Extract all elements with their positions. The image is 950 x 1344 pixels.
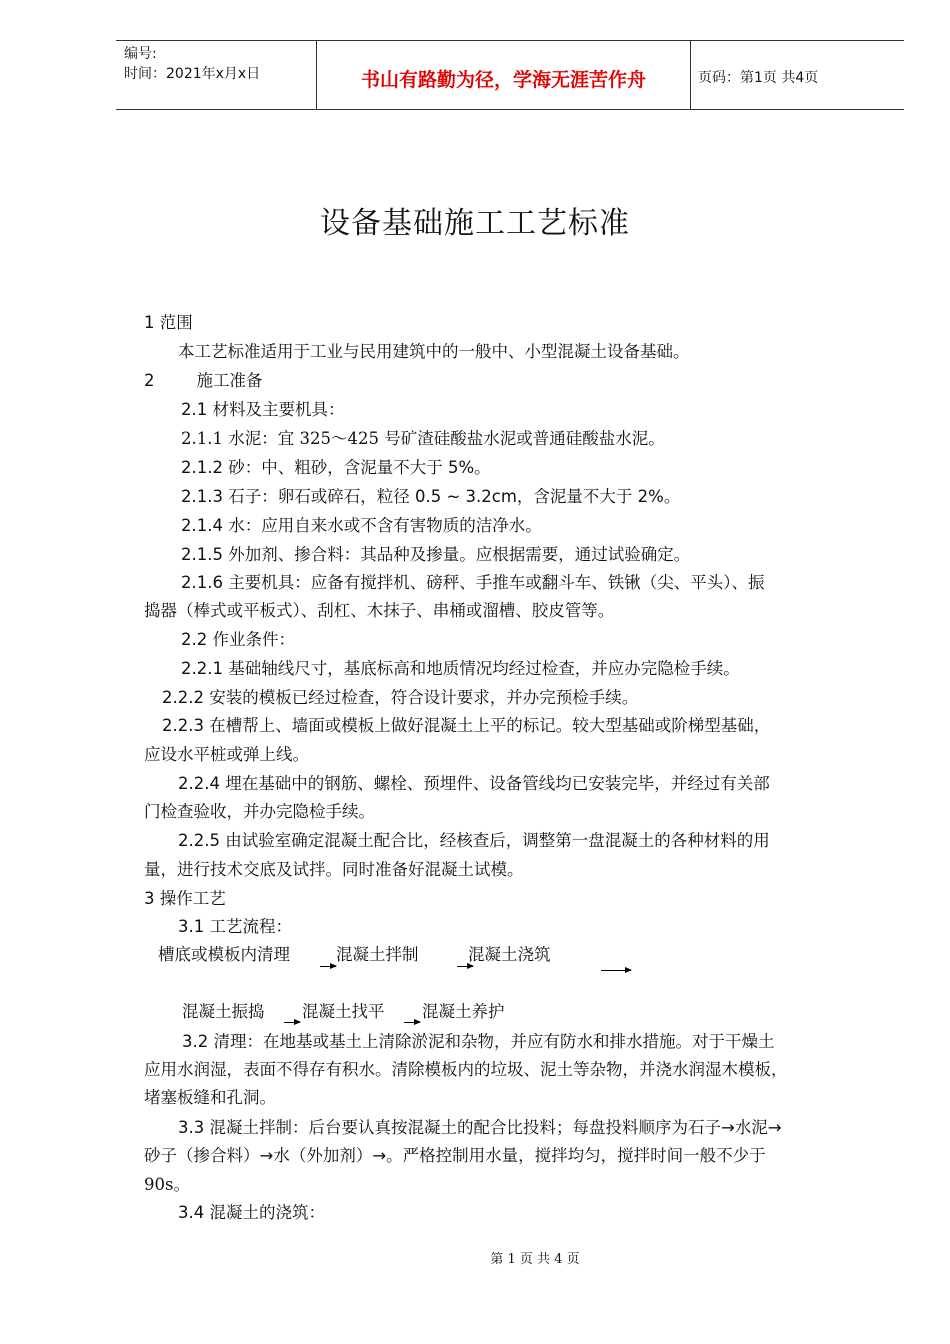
flow-arrow-icon — [601, 970, 631, 971]
paragraph-line: 堵塞板缝和孔洞。 — [144, 1088, 276, 1107]
paragraph-line: 2.2.3 在槽帮上、墙面或模板上做好混凝土上平的标记。较大型基础或阶梯型基础， — [162, 716, 771, 735]
paragraph-line: 2.2.5 由试验室确定混凝土配合比，经核查后，调整第一盘混凝土的各种材料的用 — [178, 831, 770, 850]
paragraph-line: 本工艺标准适用于工业与民用建筑中的一般中、小型混凝土设备基础。 — [178, 342, 690, 361]
paragraph-line: 3.2 清理：在地基或基土上清除淤泥和杂物，并应有防水和排水措施。对于干燥土 — [182, 1032, 775, 1051]
paragraph-line: 门检查验收，并办完隐检手续。 — [144, 802, 375, 821]
section-heading: 3 操作工艺 — [144, 889, 226, 908]
flow-step: 混凝土拌制 — [336, 945, 419, 964]
paragraph-line: 2.2.4 埋在基础中的钢筋、螺栓、预埋件、设备管线均已安装完毕，并经过有关部 — [178, 774, 770, 793]
paragraph-line: 3.3 混凝土拌制：后台要认真按混凝土的配合比投料；每盘投料顺序为石子→水泥→ — [178, 1118, 782, 1137]
section-heading: 2 施工准备 — [144, 371, 263, 390]
paragraph-line: 应设水平桩或弹上线。 — [144, 745, 309, 764]
subsection-heading: 3.4 混凝土的浇筑： — [178, 1203, 325, 1222]
header-motto: 书山有路勤为径，学海无涯苦作舟 — [360, 69, 646, 91]
flow-arrow-icon — [320, 966, 336, 967]
paragraph-line: 2.2.1 基础轴线尺寸，基底标高和地质情况均经过检查，并应办完隐检手续。 — [181, 659, 740, 678]
flow-arrow-icon — [404, 1022, 420, 1023]
paragraph-line: 2.1.1 水泥：宜 325～425 号矿渣硅酸盐水泥或普通硅酸盐水泥。 — [181, 429, 665, 448]
paragraph-line: 2.1.2 砂：中、粗砂，含泥量不大于 5%。 — [181, 458, 491, 477]
paragraph-line: 量，进行技术交底及试拌。同时准备好混凝土试模。 — [144, 860, 524, 879]
paragraph-line: 2.2.2 安装的模板已经过检查，符合设计要求，并办完预检手续。 — [162, 688, 639, 707]
subsection-heading: 2.2 作业条件： — [181, 630, 295, 649]
paragraph-line: 2.1.4 水：应用自来水或不含有害物质的洁净水。 — [181, 516, 542, 535]
page-footer: 第 1 页 共 4 页 — [490, 1252, 580, 1267]
flow-step: 混凝土浇筑 — [468, 945, 551, 964]
header-table — [116, 40, 904, 110]
section-heading: 1 范围 — [144, 313, 193, 332]
document-title: 设备基础施工工艺标准 — [320, 206, 630, 241]
paragraph-line: 砂子（掺合料）→水（外加剂）→。严格控制用水量，搅拌均匀，搅拌时间一般不少于 — [144, 1146, 766, 1165]
document-number-label: 编号: — [124, 46, 157, 62]
document-time-label: 时间：2021年x月x日 — [124, 66, 261, 82]
flow-step: 混凝土振捣 — [182, 1002, 265, 1021]
flow-arrow-icon — [457, 966, 473, 967]
header-motto-cell — [316, 41, 691, 109]
paragraph-line: 2.1.6 主要机具：应备有搅拌机、磅秤、手推车或翻斗车、铁锹（尖、平头）、振 — [181, 573, 765, 592]
flow-step: 混凝土找平 — [302, 1002, 385, 1021]
paragraph-line: 2.1.3 石子：卵石或碎石，粒径 0.5 ~ 3.2cm，含泥量不大于 2%。 — [181, 487, 681, 506]
subsection-heading: 3.1 工艺流程： — [178, 917, 292, 936]
paragraph-line: 90s。 — [144, 1175, 190, 1194]
header-meta-cell — [116, 41, 316, 109]
header-page-cell — [690, 41, 904, 109]
paragraph-line: 应用水润湿，表面不得存有积水。清除模板内的垃圾、泥土等杂物，并浇水润湿木模板， — [144, 1060, 788, 1079]
flow-step: 槽底或模板内清理 — [158, 945, 290, 964]
paragraph-line: 2.1.5 外加剂、掺合料：其品种及掺量。应根据需要，通过试验确定。 — [181, 545, 691, 564]
flow-arrow-icon — [284, 1022, 300, 1023]
header-page-info: 页码：第1页 共4页 — [698, 70, 819, 86]
flow-step: 混凝土养护 — [422, 1002, 505, 1021]
subsection-heading: 2.1 材料及主要机具： — [181, 400, 345, 419]
paragraph-line: 捣器（棒式或平板式）、刮杠、木抹子、串桶或溜槽、胶皮管等。 — [144, 601, 615, 620]
